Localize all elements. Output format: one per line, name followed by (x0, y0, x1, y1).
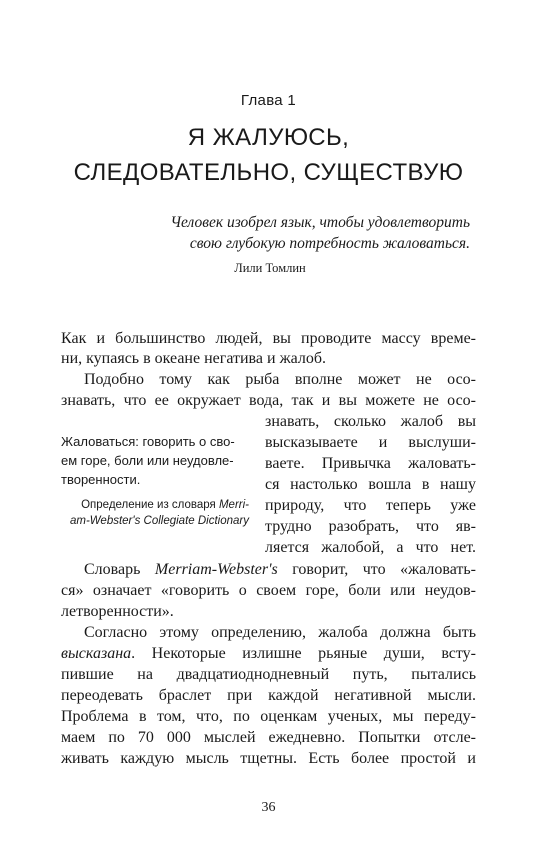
body-line: Как и большинство людей, вы проводите массу време- (61, 330, 476, 347)
body-line: ни, купаясь в океане негатива и жалоб. (61, 350, 326, 367)
body-line: живать каждую мысль тщетны. Есть более простой и (61, 750, 476, 767)
epigraph-author: Лили Томлин (234, 261, 306, 275)
body-line: природу, что теперь уже (265, 497, 476, 514)
body-line: летворенности». (61, 603, 174, 620)
body-line: знавать, сколько жалоб вы (265, 413, 476, 430)
body-line: Проблема в том, что, по оценкам ученых, мы переду- (61, 708, 476, 725)
body-line: переодевать браслет при каждой негативной мысли. (61, 687, 476, 704)
body-line (61, 644, 476, 664)
sidenote-source-line: Определение из словаря Merri- (81, 499, 249, 511)
sidenote-definition (61, 432, 249, 489)
epigraph-line: свою глубокую потребность жаловаться. (189, 235, 470, 252)
body-line: Подобно тому как рыба вполне может не осо- (84, 371, 476, 388)
body-line (84, 560, 476, 580)
page-number: 36 (261, 800, 276, 815)
body-line: ся» означает «говорить о своем горе, боли или неудов- (61, 582, 476, 599)
chapter-title (0, 120, 537, 190)
chapter-label: Глава 1 (240, 92, 297, 109)
sidenote-source (61, 497, 249, 529)
body-line: Согласно этому определению, жалоба должна быть (84, 624, 476, 641)
chapter-title-line: СЛЕДОВАТЕЛЬНО, СУЩЕСТВУЮ (73, 159, 464, 186)
body-line: ваете. Привычка жаловать- (265, 455, 476, 472)
epigraph-line: Человек изобрел язык, чтобы удовлетворить (170, 214, 470, 231)
sidenote-source-line: am-Webster's Collegiate Dictionary (69, 515, 249, 527)
emphasis: высказана (61, 645, 132, 662)
body-text: . Некоторые излишне рьяные души, всту- (131, 645, 476, 662)
body-line: ся настолько вошла в нашу (265, 476, 476, 493)
body-line: маем по 70 000 мыслей ежедневно. Попытки отсле- (61, 729, 476, 746)
body-line: знавать, что ее окружает вода, так и вы можете не осо- (61, 392, 476, 409)
body-line: пившие на двадцатиоднодневный путь, пытались (61, 666, 476, 683)
epigraph-quote (110, 212, 470, 254)
dictionary-title: Merriam-Webster's (154, 561, 278, 578)
body-line: ляется жалобой, а что нет. (265, 539, 476, 556)
sidenote-line: Жаловаться: говорить о сво- (61, 434, 235, 449)
body-line: высказываете и выслуши- (265, 434, 476, 451)
sidenote-line: творенности. (61, 472, 141, 487)
body-line: трудно разобрать, что яв- (265, 518, 476, 535)
body-text: говорит, что «жаловать- (277, 561, 477, 578)
sidenote-line: ем горе, боли или неудовле- (61, 453, 234, 468)
chapter-title-line: Я ЖАЛУЮСЬ, (187, 124, 350, 151)
body-text: Словарь (84, 561, 155, 578)
